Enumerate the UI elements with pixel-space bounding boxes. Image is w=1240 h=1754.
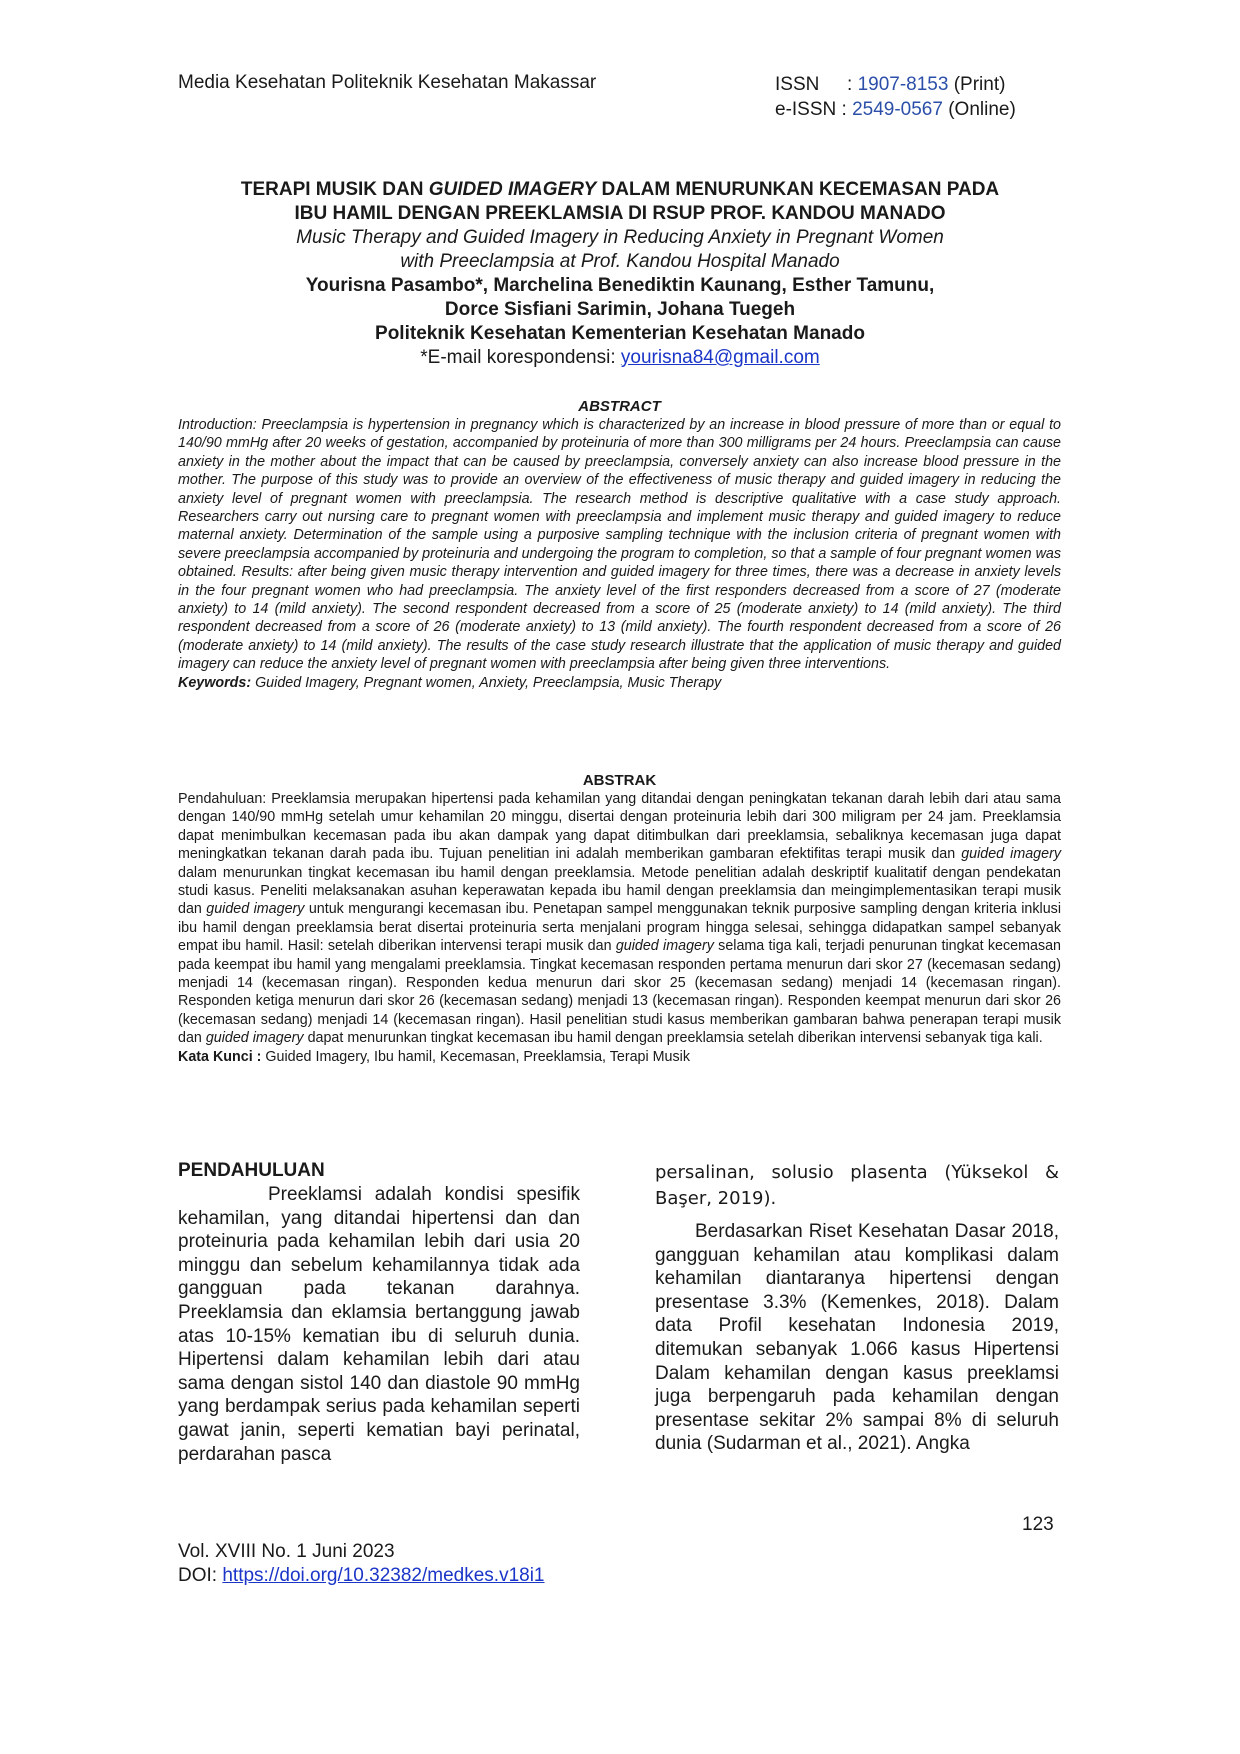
abstract-english-text: Introduction: Preeclampsia is hypertension in pregnancy which is characterized by an increase in blood pressure of more than or equal to 140/90 mmHg after 20 weeks of gestation, accompanied by proteinuria of more than 300 milligrams per 24 hours. Preeclampsia can cause anxiety in the mother about the impact that can be caused by preeclampsia, conversely anxiety can also increase blood pressure in the mother. The purpose of this study was to provide an overview of the effectiveness of music therapy and guided imagery in reducing the anxiety level of pregnant women with preeclampsia. The research method is descriptive qualitative with a case study approach. Researchers carry out nursing care to pregnant women with preeclampsia and implement music therapy and guided imagery to reduce maternal anxiety. Determination of the sample using a purposive sampling technique with the inclusion criteria of pregnant women with severe preeclampsia accompanied by proteinuria and undergoing the program to completion, so that a sample of four pregnant women was obtained. Results: after being given music therapy intervention and guided imagery for three times, there was a decrease in anxiety levels in the four pregnant women who had preeclampsia. The anxiety level of the first responders decreased from a score of 27 (moderate anxiety) to 14 (mild anxiety). The second respondent decreased from a score of 25 (moderate anxiety) to 14 (mild anxiety). The third respondent decreased from a score of 26 (moderate anxiety) to 13 (mild anxiety). The fourth respondent decreased from a score of 26 (moderate anxiety) to 14 (mild anxiety). The results of the case study research illustrate that the application of music therapy and guided imagery can reduce the anxiety level of pregnant women with preeclampsia after being given three interventions. [178, 417, 1061, 673]
page-number: 123 [1022, 1514, 1054, 1535]
kata-kunci-value: Guided Imagery, Ibu hamil, Kecemasan, Preeklamsia, Terapi Musik [261, 1048, 690, 1065]
abstrak-text: untuk mengurangi kecemasan ibu. Penetapan sampel menggunakan teknik purposive sampling dengan kriteria inklusi ibu hamil dengan preeklamsia berat disertai proteinuria serta menjalani program hingga selesai, sehingga didapatkan sampel sebanyak empat ibu hamil. Hasil: setelah diberikan intervensi terapi musik dan [178, 901, 1061, 955]
abstrak-italic: guided imagery [615, 938, 714, 955]
paper-title-line-1 [150, 178, 1090, 202]
email-label: *E-mail korespondensi: [420, 347, 621, 368]
institution: Politeknik Kesehatan Kementerian Kesehatan Manado [375, 323, 865, 344]
abstrak-italic: guided imagery [961, 846, 1061, 863]
eissn-value: 2549-0567 [852, 99, 943, 120]
issn-block [775, 72, 1016, 122]
abstrak-text: selama tiga kali, terjadi penurunan tingkat kecemasan pada keempat ibu hamil yang mengalami preeklamsia. Tingkat kecemasan responden pertama menurun dari skor 27 (kecemasan sedang) menjadi 14 (kecemasan ringan). Responden kedua menurun dari skor 25 (kecemasan sedang) menjadi 14 (kecemasan ringan). Responden ketiga menurun dari skor 26 (kecemasan sedang) menjadi 13 (kecemasan ringan). Responden keempat menurun dari skor 26 (kecemasan sedang) menjadi 14 (kecemasan ringan). Hasil penelitian studi kasus memberikan gambaran bahwa penerapan terapi musik dan [178, 938, 1061, 1047]
issn-label: ISSN [775, 74, 820, 95]
abstrak-text: dalam menurunkan tingkat kecemasan ibu hamil dengan preeklamsia. Metode penelitian adalah deskriptif kualitatif dengan pendekatan studi kasus. Peneliti melaksanakan asuhan keperawatan kepada ibu hamil dengan preeklamsia dan meingimplementasikan terapi musik dan [178, 864, 1061, 918]
authors-line-1: Yourisna Pasambo*, Marchelina Benediktin Kaunang, Esther Tamunu, [305, 275, 935, 296]
english-title-line-1: Music Therapy and Guided Imagery in Reducing Anxiety in Pregnant Women [296, 227, 944, 248]
title-block [150, 178, 1090, 370]
abstrak-text: dapat menurunkan tingkat kecemasan ibu hamil dengan preeklamsia setelah diberikan intervensi sebanyak tiga kali. [303, 1030, 1043, 1047]
title-italic-part: GUIDED IMAGERY [428, 179, 597, 200]
abstrak-italic: guided imagery [205, 1030, 304, 1047]
email-line [150, 346, 1090, 370]
volume-line: Vol. XVIII No. 1 Juni 2023 [178, 1541, 395, 1562]
body-right-continuation: persalinan, solusio plasenta (Yüksekol & Başer, 2019). [655, 1162, 1059, 1209]
doi-line [178, 1564, 545, 1588]
journal-name: Media Kesehatan Politeknik Kesehatan Makassar [178, 72, 597, 93]
keywords-value: Guided Imagery, Pregnant women, Anxiety, Preeclampsia, Music Therapy [251, 674, 722, 691]
abstract-heading: ABSTRACT [578, 398, 661, 415]
body-right-column: Berdasarkan Riset Kesehatan Dasar 2018, gangguan kehamilan atau komplikasi dalam kehamilan diantaranya hipertensi dengan presentase 3.3% (Kemenkes, 2018). Dalam data Profil kesehatan Indonesia 2019, ditemukan sebanyak 1.066 kasus Hipertensi Dalam kehamilan dengan kasus preeklamsi juga berpengaruh pada kehamilan dengan presentase sekitar 2% sampai 8% di seluruh dunia (Sudarman et al., 2021). Angka [655, 1221, 1059, 1455]
abstract-english [178, 416, 1061, 692]
footer-block [178, 1540, 545, 1588]
issn-type: (Print) [948, 74, 1006, 95]
issn-sep: : [847, 74, 858, 95]
issn-value: 1907-8153 [857, 74, 949, 95]
english-title-line-2: with Preeclampsia at Prof. Kandou Hospital Manado [400, 251, 840, 272]
eissn-type: (Online) [942, 99, 1016, 120]
body-left-column: Preeklamsi adalah kondisi spesifik kehamilan, yang ditandai hipertensi dan dan proteinuria pada kehamilan lebih dari usia 20 minggu dan sebelum kehamilannya tidak ada gangguan pada tekanan darahnya. Preeklamsia dan eklamsia bertanggung jawab atas 10-15% kematian ibu di seluruh dunia. Hipertensi dalam kehamilan lebih dari atau sama dengan sistol 140 dan diastole 90 mmHg yang berdampak serius pada kehamilan seperti gawat janin, seperti kematian bayi perinatal, perdarahan pasca [178, 1184, 580, 1465]
keywords-line [178, 674, 1061, 692]
keywords-label: Keywords: [178, 674, 252, 691]
title-part: TERAPI MUSIK DAN [240, 179, 429, 200]
kata-kunci-line [178, 1048, 1061, 1066]
section-heading-pendahuluan: PENDAHULUAN [178, 1160, 325, 1181]
doi-link[interactable]: https://doi.org/10.32382/medkes.v18i1 [222, 1565, 545, 1586]
issn-print-line [775, 72, 1016, 97]
kata-kunci-label: Kata Kunci : [178, 1048, 262, 1065]
paper-title-line-2: IBU HAMIL DENGAN PREEKLAMSIA DI RSUP PROF. KANDOU MANADO [294, 203, 946, 224]
eissn-line [775, 97, 1016, 122]
doi-label: DOI: [178, 1565, 223, 1586]
abstract-indonesian [178, 790, 1061, 1066]
email-link[interactable]: yourisna84@gmail.com [620, 347, 820, 368]
eissn-label: e-ISSN : [775, 99, 853, 120]
abstrak-italic: guided imagery [206, 901, 305, 918]
abstrak-text: Pendahuluan: Preeklamsia merupakan hipertensi pada kehamilan yang ditandai dengan peningkatan tekanan darah lebih dari atau sama dengan 140/90 mmHg setelah umur kehamilan 20 minggu, disertai dengan proteinuria lebih dari 300 miligram per 24 jam. Preeklamsia dapat menimbulkan kecemasan pada ibu akan dampak yang dapat ditimbulkan dari preeklamsia, sebaliknya kecemasan juga dapat meningkatkan tekanan darah pada ibu. Tujuan penelitian ini adalah memberikan gambaran efektifitas terapi musik dan [178, 791, 1061, 863]
title-part: DALAM MENURUNKAN KECEMASAN PADA [596, 179, 1000, 200]
authors-line-2: Dorce Sisfiani Sarimin, Johana Tuegeh [444, 299, 796, 320]
abstrak-heading: ABSTRAK [582, 772, 657, 789]
